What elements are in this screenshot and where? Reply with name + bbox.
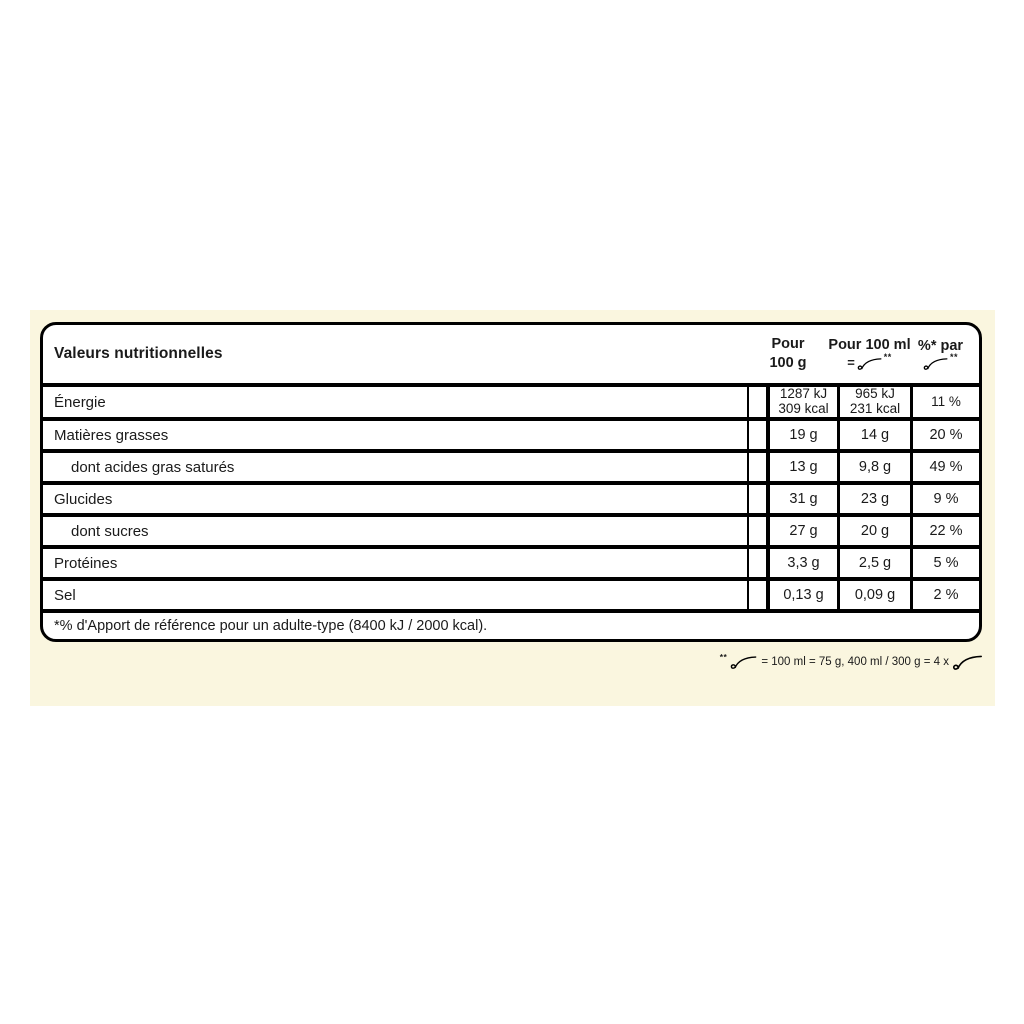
cell-pct: 2 %: [910, 581, 979, 609]
spacer-cell: [747, 421, 766, 449]
bowl-note-text: = 100 ml = 75 g, 400 ml / 300 g = 4 x: [761, 655, 949, 668]
cell-pct: 49 %: [910, 453, 979, 481]
cell-per100g: 27 g: [766, 517, 837, 545]
table-row: [43, 545, 979, 577]
cell-per100g: 19 g: [766, 421, 837, 449]
column-header-percent-per-bowl: [906, 325, 979, 383]
row-label: dont sucres: [71, 522, 149, 540]
row-label-cell: [43, 581, 747, 609]
row-label: Énergie: [54, 393, 106, 411]
column-header-per-100ml-line1: Pour 100 ml: [828, 337, 911, 354]
cell-pct: 11 %: [910, 387, 979, 417]
bowl-icon: [730, 653, 758, 670]
cell-per100ml: 14 g: [837, 421, 910, 449]
table-row: [43, 481, 979, 513]
cell-pct: 5 %: [910, 549, 979, 577]
cell-per100g: 0,13 g: [766, 581, 837, 609]
bowl-icon: [923, 355, 949, 371]
cell-per100ml: 0,09 g: [837, 581, 910, 609]
bowl-equivalence-note: [720, 652, 984, 671]
column-header-percent-line1: %* par: [917, 337, 964, 354]
bowl-icon: [952, 652, 984, 671]
spacer-cell: [747, 517, 766, 545]
table-row: [43, 417, 979, 449]
cell-per100g: 13 g: [766, 453, 837, 481]
column-header-per-100g: [743, 325, 833, 383]
double-asterisk: **: [719, 651, 728, 662]
cell-per100ml: 20 g: [837, 517, 910, 545]
cell-per100g: 3,3 g: [766, 549, 837, 577]
column-header-percent-line2: [923, 351, 958, 371]
row-label-cell: [43, 421, 747, 449]
row-label-cell: [43, 453, 747, 481]
spacer-cell: [747, 581, 766, 609]
row-label-cell: [43, 387, 747, 417]
row-label: Matières grasses: [54, 426, 169, 444]
bowl-icon: [857, 355, 883, 371]
table-header-row: [43, 325, 979, 383]
cell-pct: 20 %: [910, 421, 979, 449]
row-label-cell: [43, 549, 747, 577]
row-label-cell: [43, 517, 747, 545]
spacer-cell: [747, 387, 766, 417]
row-label: Glucides: [54, 490, 113, 508]
cell-per100g: 31 g: [766, 485, 837, 513]
cell-per100ml: 23 g: [837, 485, 910, 513]
double-asterisk: **: [883, 351, 892, 362]
row-label: Sel: [54, 586, 76, 604]
column-header-per-100ml: [828, 325, 911, 383]
cell-pct: 22 %: [910, 517, 979, 545]
table-row: [43, 577, 979, 609]
column-header-per-100g-line2: 100 g: [769, 355, 807, 371]
cell-per100ml: 9,8 g: [837, 453, 910, 481]
table-row: [43, 383, 979, 417]
column-header-per-100ml-line2: [847, 351, 892, 372]
cell-pct: 9 %: [910, 485, 979, 513]
nutrition-table: [40, 322, 982, 642]
table-row: [43, 449, 979, 481]
spacer-cell: [747, 549, 766, 577]
cell-per100ml: 965 kJ 231 kcal: [837, 387, 910, 417]
table-rows: [43, 383, 979, 609]
spacer-cell: [747, 453, 766, 481]
row-label: dont acides gras saturés: [71, 458, 235, 476]
column-header-per-100g-line1: Pour: [771, 336, 805, 353]
cell-per100g: 1287 kJ 309 kcal: [766, 387, 837, 417]
table-row: [43, 513, 979, 545]
reference-footnote: *% d'Apport de référence pour un adulte-type (8400 kJ / 2000 kcal).: [43, 609, 979, 639]
double-asterisk: **: [949, 351, 958, 362]
table-title: Valeurs nutritionnelles: [54, 345, 223, 362]
equals-sign: =: [847, 354, 855, 370]
row-label: Protéines: [54, 554, 118, 572]
row-label-cell: [43, 485, 747, 513]
spacer-cell: [747, 485, 766, 513]
cell-per100ml: 2,5 g: [837, 549, 910, 577]
